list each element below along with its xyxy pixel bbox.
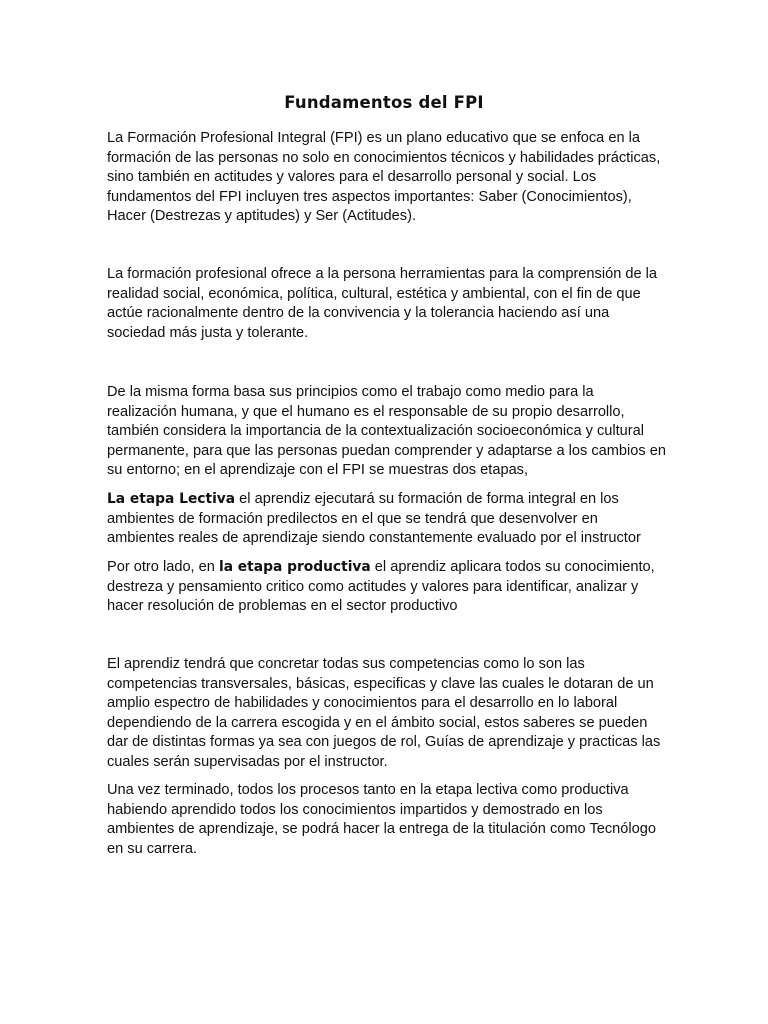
etapa-productiva-intro: Por otro lado, en	[107, 559, 219, 575]
paragraph-etapa-productiva	[107, 558, 667, 617]
paragraph-principios: De la misma forma basa sus principios como el trabajo como medio para la realización humana, y que el humano es el responsable de su propio desarrollo, también considera la importancia de la contextualización socioeconómica y cultural permanente, para que las personas puedan comprender y adaptarse a los cambios en su entorno; en el aprendizaje con el FPI se muestras dos etapas,	[107, 384, 666, 478]
etapa-productiva-text: el aprendiz aplicara todos su conocimiento, destreza y pensamiento critico como actitudes y valores para identificar, analizar y hacer resolución de problemas en el sector productivo	[107, 559, 655, 614]
etapa-lectiva-text: el aprendiz ejecutará su formación de forma integral en los ambientes de formación predilectos en el que se tendrá que desenvolver en ambientes reales de aprendizaje siendo constantemente evaluado por el instructor	[107, 491, 641, 546]
paragraph-herramientas: La formación profesional ofrece a la persona herramientas para la comprensión de la realidad social, económica, política, cultural, estética y ambiental, con el fin de que actúe racionalmente dentro de la convivencia y la tolerancia haciendo así una sociedad más justa y tolerante.	[107, 266, 658, 341]
etapa-productiva-heading: la etapa productiva	[218, 559, 371, 575]
paragraph-competencias: El aprendiz tendrá que concretar todas sus competencias como lo son las competencias transversales, básicas, especificas y clave las cuales le dotaran de un amplio espectro de habilidades y conocimientos para el desarrollo en lo laboral dependiendo de la carrera escogida y en el ámbito social, estos saberes se pueden dar de distintas formas ya sea con juegos de rol, Guías de aprendizaje y practicas las cuales serán supervisadas por el instructor.	[107, 656, 661, 770]
paragraph-intro: La Formación Profesional Integral (FPI) es un plano educativo que se enfoca en la formación de las personas no solo en conocimientos técnicos y habilidades prácticas, sino también en actitudes y valores para el desarrollo personal y social. Los fundamentos del FPI incluyen tres aspectos importantes: Saber (Conocimientos), Hacer (Destrezas y aptitudes) y Ser (Actitudes).	[107, 130, 661, 224]
etapa-lectiva-heading: La etapa Lectiva	[107, 491, 236, 507]
paragraph-etapa-lectiva	[107, 490, 667, 549]
document-title: Fundamentos del FPI	[284, 93, 484, 112]
paragraph-cierre: Una vez terminado, todos los procesos tanto en la etapa lectiva como productiva habiendo aprendido todos los conocimientos impartidos y demostrado en los ambientes de aprendizaje, se podrá hacer la entrega de la titulación como Tecnólogo en su carrera.	[107, 782, 656, 857]
